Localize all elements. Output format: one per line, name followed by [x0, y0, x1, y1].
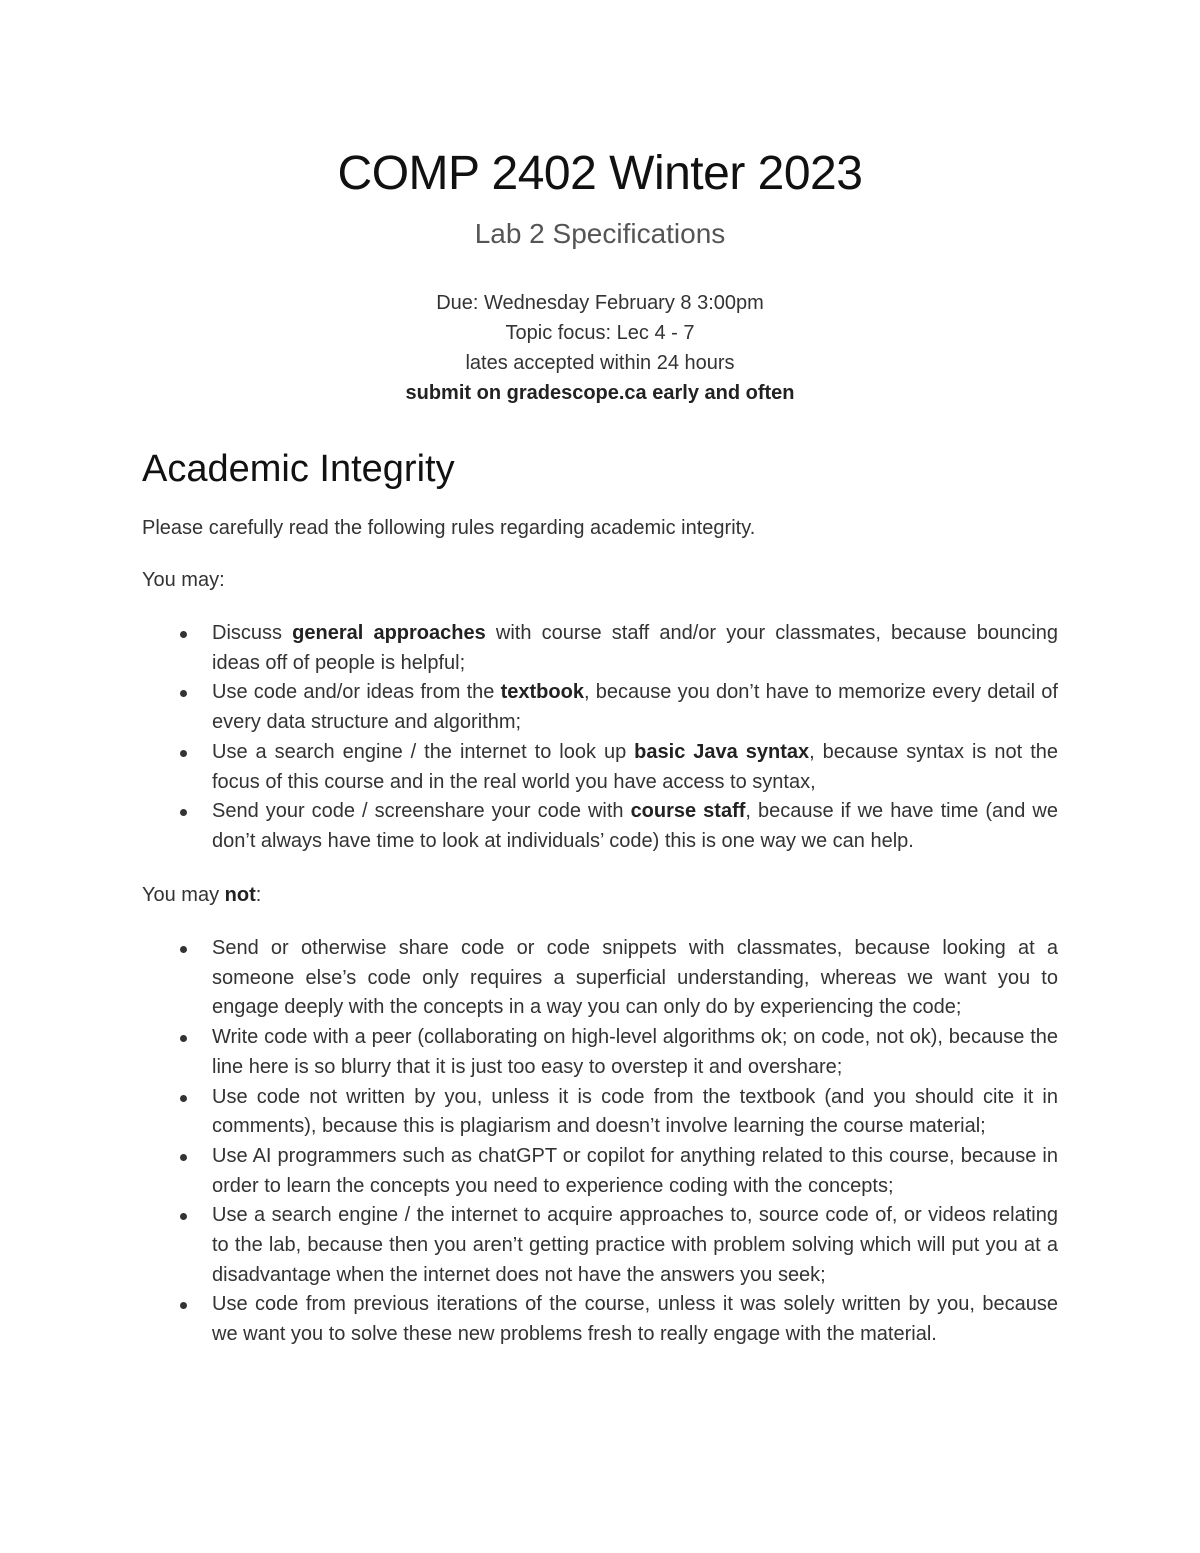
bullet-icon — [180, 1095, 187, 1102]
may-list — [142, 619, 1058, 857]
list-item: Send or otherwise share code or code snippets with classmates, because looking at a someone else’s code only requires a superficial understanding, whereas we want you to engage deeply with the concepts in a way you can only do by experiencing the code; — [142, 934, 1058, 1023]
list-item: Send your code / screenshare your code with course staff, because if we have time (and we don’t always have time to look at individuals’ code) this is one way we can help. — [142, 797, 1058, 856]
list-item: Use AI programmers such as chatGPT or copilot for anything related to this course, because in order to learn the concepts you need to experience coding with the concepts; — [142, 1142, 1058, 1201]
bullet-icon — [180, 1035, 187, 1042]
list-item: Use a search engine / the internet to acquire approaches to, source code of, or videos relating to the lab, because then you aren’t getting practice with problem solving which will put you at a disadvantage when the internet does not have the answers you seek; — [142, 1201, 1058, 1290]
may-not-label: You may not: — [142, 884, 262, 906]
list-item: Use code and/or ideas from the textbook, because you don’t have to memorize every detail of every data structure and algorithm; — [142, 678, 1058, 737]
list-item: Use a search engine / the internet to look up basic Java syntax, because syntax is not the focus of this course and in the real world you have access to syntax, — [142, 738, 1058, 797]
bullet-icon — [180, 946, 187, 953]
bullet-icon — [180, 809, 187, 816]
list-item: Write code with a peer (collaborating on high-level algorithms ok; on code, not ok), because the line here is so blurry that it is just too easy to overstep it and overshare; — [142, 1023, 1058, 1082]
document-subtitle: Lab 2 Specifications — [474, 218, 726, 249]
topic-focus: Topic focus: Lec 4 - 7 — [505, 322, 695, 344]
submit-instructions: submit on gradescope.ca early and often — [405, 382, 795, 404]
bullet-icon — [180, 690, 187, 697]
bullet-icon — [180, 631, 187, 638]
late-policy: lates accepted within 24 hours — [465, 352, 735, 374]
may-label: You may: — [142, 569, 225, 591]
lab-meta — [142, 288, 1058, 408]
section-intro: Please carefully read the following rules regarding academic integrity. — [142, 517, 756, 539]
bullet-icon — [180, 1302, 187, 1309]
list-item: Use code not written by you, unless it is code from the textbook (and you should cite it in comments), because this is plagiarism and doesn’t involve learning the course material; — [142, 1083, 1058, 1142]
document-title: COMP 2402 Winter 2023 — [337, 147, 863, 200]
bullet-icon — [180, 1154, 187, 1161]
list-item: Discuss general approaches with course staff and/or your classmates, because bouncing ideas off of people is helpful; — [142, 619, 1058, 678]
due-date: Due: Wednesday February 8 3:00pm — [436, 292, 764, 314]
bullet-icon — [180, 750, 187, 757]
list-item: Use code from previous iterations of the course, unless it was solely written by you, because we want you to solve these new problems fresh to really engage with the material. — [142, 1290, 1058, 1349]
may-not-list — [142, 934, 1058, 1350]
section-heading: Academic Integrity — [142, 448, 455, 490]
bullet-icon — [180, 1213, 187, 1220]
